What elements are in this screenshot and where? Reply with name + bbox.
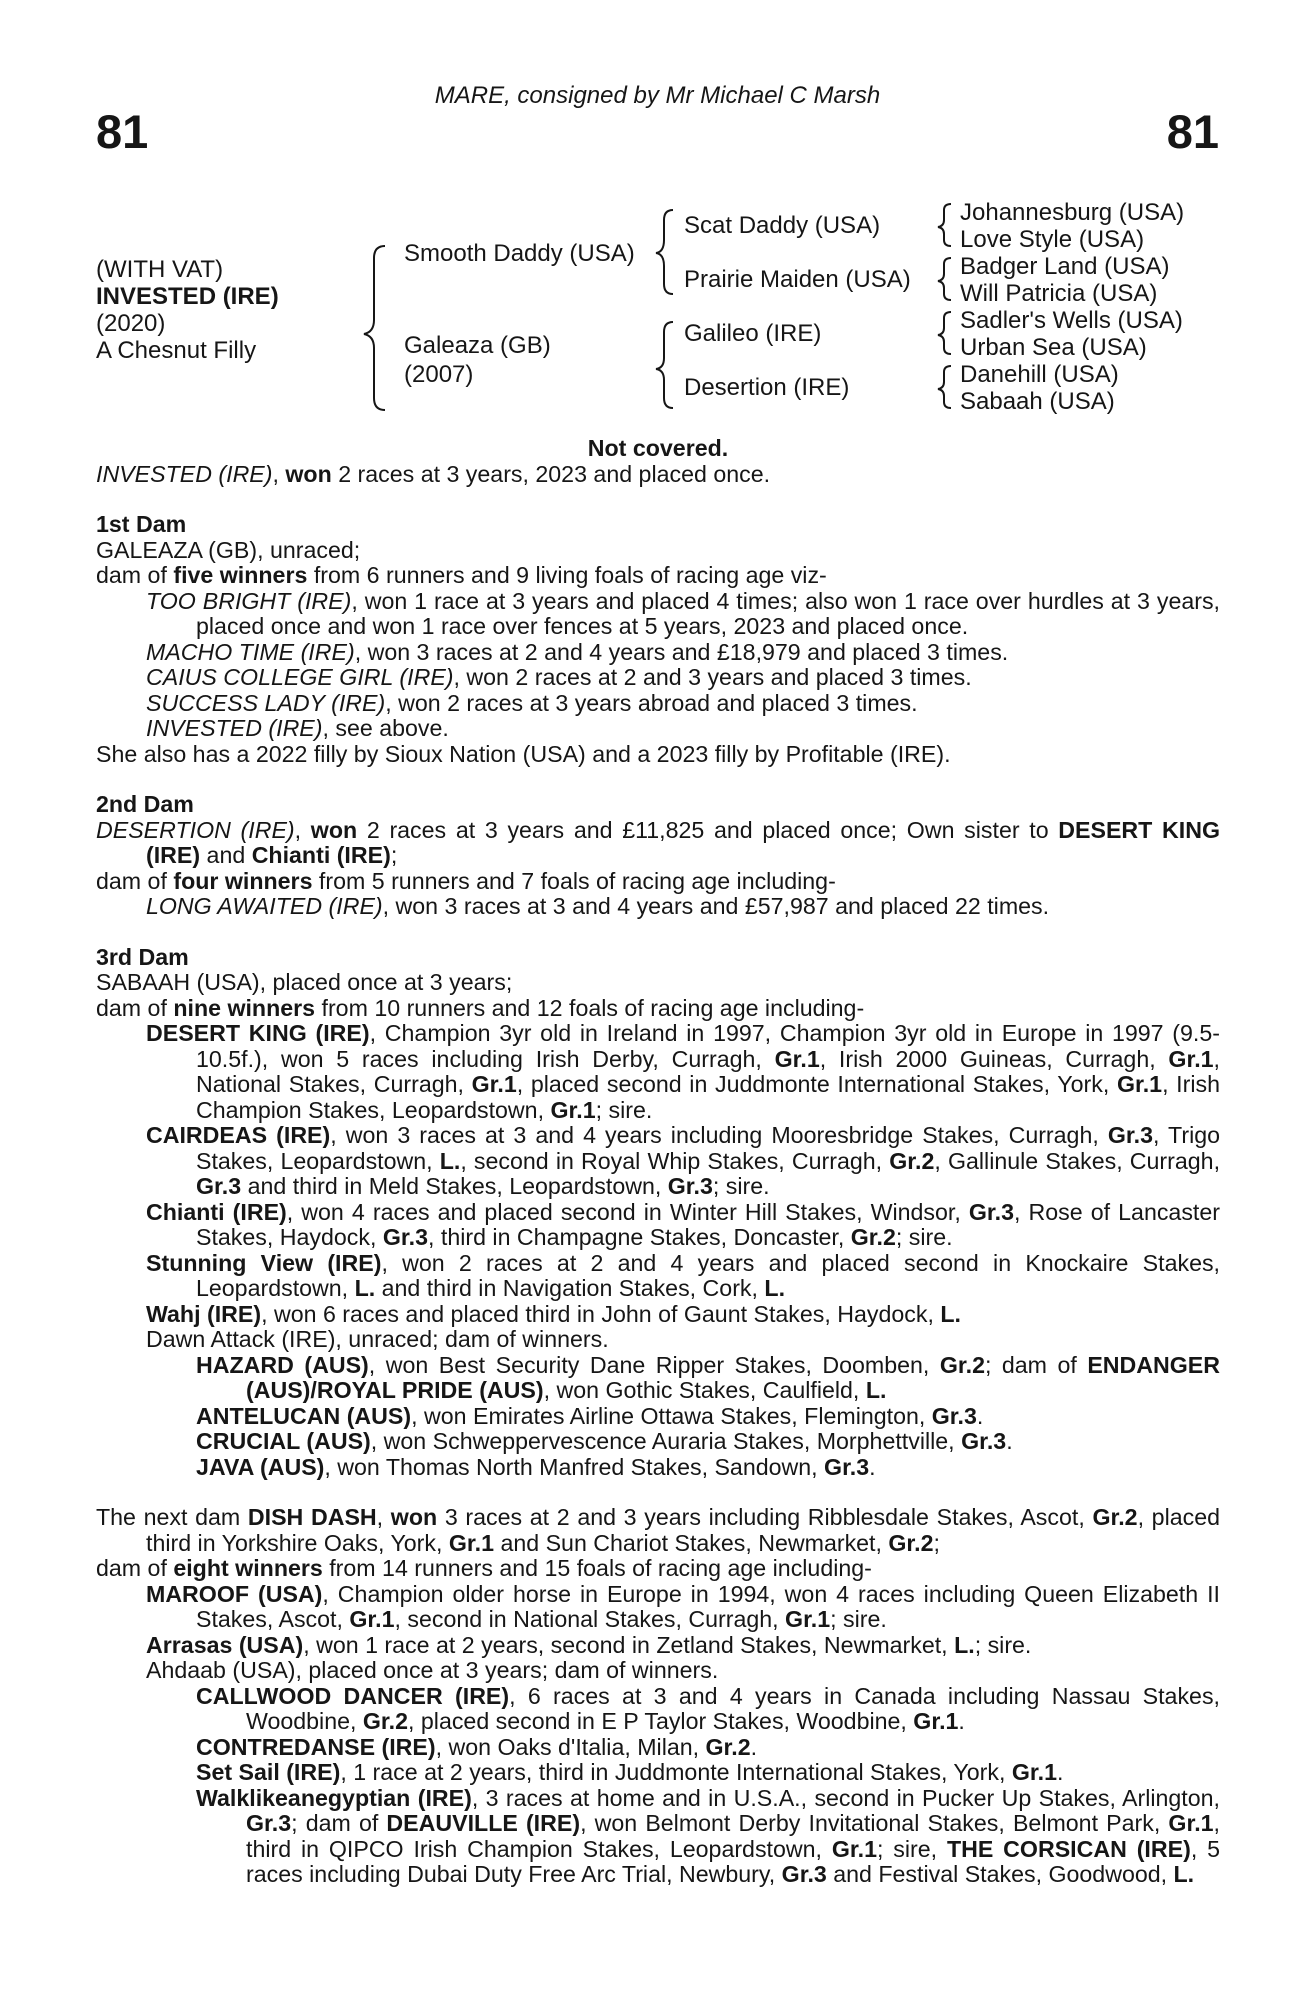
consignment-header: MARE, consigned by Mr Michael C Marsh: [434, 82, 881, 109]
horse-description: A Chesnut Filly: [96, 337, 257, 364]
first-dam-heading: 1st Dam: [96, 511, 187, 537]
second-dam-heading: 2nd Dam: [96, 791, 194, 817]
list-item: TOO BRIGHT (IRE), won 1 race at 3 years and placed 4 times; also won 1 race over hurdles at 3 years, placed once and won 1 race over fences at 5 years, 2023 and placed once.: [146, 587, 1220, 639]
cover-status: Not covered.: [587, 435, 729, 461]
first-dam-summary: dam of five winners from 6 runners and 9 living foals of racing age viz-: [96, 562, 827, 588]
list-item: JAVA (AUS), won Thomas North Manfred Stakes, Sandown, Gr.3.: [196, 1453, 876, 1480]
brace-g2: [938, 258, 951, 300]
list-item: CAIRDEAS (IRE), won 3 races at 3 and 4 years including Mooresbridge Stakes, Curragh, Gr.3, Trigo Stakes, Leopardstown, L., second in Royal Whip Stakes, Curragh, Gr.2, Gallinule Stakes, Curragh, Gr.3 and third in Meld Stakes, Leopardstown, Gr.3; sire.: [146, 1122, 1221, 1199]
list-item: Set Sail (IRE), 1 race at 2 years, third in Juddmonte International Stakes, York, Gr.1.: [196, 1759, 1064, 1785]
grandparent-7: Danehill (USA): [960, 361, 1119, 388]
vat-note: (WITH VAT): [96, 256, 224, 283]
list-item: Wahj (IRE), won 6 races and placed third in John of Gaunt Stakes, Haydock, L.: [146, 1300, 961, 1327]
list-item: Ahdaab (USA), placed once at 3 years; dam of winners.: [146, 1657, 719, 1683]
sire: Smooth Daddy (USA): [404, 240, 635, 267]
third-dam-heading: 3rd Dam: [96, 943, 189, 970]
horse-record: INVESTED (IRE), won 2 races at 3 years, 2023 and placed once.: [96, 460, 771, 487]
list-item: CAIUS COLLEGE GIRL (IRE), won 2 races at 2 and 3 years and placed 3 times.: [146, 664, 972, 690]
first-dam-also: She also has a 2022 filly by Sioux Nation (USA) and a 2023 filly by Profitable (IRE).: [96, 740, 951, 767]
brace-g4: [938, 366, 951, 408]
brace-sire: [656, 210, 673, 294]
dam: Galeaza (GB): [404, 332, 551, 359]
grandparent-8: Sabaah (USA): [960, 388, 1115, 415]
list-item: Arrasas (USA), won 1 race at 2 years, second in Zetland Stakes, Newmarket, L.; sire.: [146, 1631, 1032, 1658]
next-dam-line: The next dam DISH DASH, won 3 races at 2 and 3 years including Ribblesdale Stakes, Ascot, Gr.2, placed third in Yorkshire Oaks, York, Gr.1 and Sun Chariot Stakes, Newmarket, Gr.2;: [96, 1504, 1220, 1556]
list-item: MACHO TIME (IRE), won 3 races at 2 and 4 years and £18,979 and placed 3 times.: [146, 638, 1009, 665]
horse-name: INVESTED (IRE): [96, 283, 279, 310]
grandparent-6: Urban Sea (USA): [960, 334, 1147, 361]
next-dam-summary: dam of eight winners from 14 runners and 15 foals of racing age including-: [96, 1555, 872, 1581]
list-item: CONTREDANSE (IRE), won Oaks d'Italia, Milan, Gr.2.: [196, 1733, 758, 1760]
catalogue-body: [96, 436, 1220, 1888]
sire-sire: Scat Daddy (USA): [684, 212, 881, 239]
list-item: INVESTED (IRE), see above.: [146, 715, 449, 741]
dam-year: (2007): [404, 361, 474, 388]
list-item: DESERT KING (IRE), Champion 3yr old in Ireland in 1997, Champion 3yr old in Europe in 1997 (9.5-10.5f.), won 5 races including Irish Derby, Curragh, Gr.1, Irish 2000 Guineas, Curragh, Gr.1, National Stakes, Curragh, Gr.1, placed second in Juddmonte International Stakes, York, Gr.1, Irish Champion Stakes, Leopardstown, Gr.1; sire.: [146, 1020, 1220, 1123]
brace-g3: [938, 312, 951, 354]
lot-number-right: 81: [1166, 105, 1219, 158]
list-item: Walklikeanegyptian (IRE), 3 races at home and in U.S.A., second in Pucker Up Stakes, Arlington, Gr.3; dam of DEAUVILLE (IRE), won Belmont Derby Invitational Stakes, Belmont Park, Gr.1, third in QIPCO Irish Champion Stakes, Leopardstown, Gr.1; sire, THE CORSICAN (IRE), 5 races including Dubai Duty Free Arc Trial, Newbury, Gr.3 and Festival Stakes, Goodwood, L.: [196, 1784, 1221, 1887]
dam-dam: Desertion (IRE): [684, 374, 850, 401]
foaling-year: (2020): [96, 310, 166, 337]
list-item: CALLWOOD DANCER (IRE), 6 races at 3 and 4 years in Canada including Nassau Stakes, Woodbine, Gr.2, placed second in E P Taylor Stakes, Woodbine, Gr.1.: [196, 1682, 1220, 1734]
brace-dam: [656, 322, 673, 408]
second-dam-summary: dam of four winners from 5 runners and 7 foals of racing age including-: [96, 867, 836, 894]
list-item: CRUCIAL (AUS), won Schweppervescence Auraria Stakes, Morphettville, Gr.3.: [196, 1428, 1013, 1454]
list-item: HAZARD (AUS), won Best Security Dane Ripper Stakes, Doomben, Gr.2; dam of ENDANGER (AUS)/ROYAL PRIDE (AUS), won Gothic Stakes, Caulfield, L.: [196, 1351, 1221, 1403]
sire-dam: Prairie Maiden (USA): [684, 266, 911, 293]
list-item: SUCCESS LADY (IRE), won 2 races at 3 years abroad and placed 3 times.: [146, 689, 918, 716]
dam-sire: Galileo (IRE): [684, 320, 822, 347]
grandparent-1: Johannesburg (USA): [960, 199, 1185, 226]
list-item: Chianti (IRE), won 4 races and placed second in Winter Hill Stakes, Windsor, Gr.3, Rose of Lancaster Stakes, Haydock, Gr.3, third in Champagne Stakes, Doncaster, Gr.2; sire.: [146, 1198, 1220, 1250]
list-item: LONG AWAITED (IRE), won 3 races at 3 and 4 years and £57,987 and placed 22 times.: [146, 893, 1050, 919]
list-item: Stunning View (IRE), won 2 races at 2 and 4 years and placed second in Knockaire Stakes, Leopardstown, L. and third in Navigation Stakes, Cork, L.: [146, 1249, 1221, 1301]
list-item: MAROOF (USA), Champion older horse in Europe in 1994, won 4 races including Queen Elizabeth II Stakes, Ascot, Gr.1, second in National Stakes, Curragh, Gr.1; sire.: [146, 1580, 1220, 1632]
third-dam-line: SABAAH (USA), placed once at 3 years;: [96, 969, 513, 995]
brace-main: [364, 246, 385, 410]
grandparent-4: Will Patricia (USA): [960, 280, 1158, 307]
grandparent-3: Badger Land (USA): [960, 253, 1170, 280]
brace-g1: [938, 204, 951, 246]
list-item: ANTELUCAN (AUS), won Emirates Airline Ottawa Stakes, Flemington, Gr.3.: [196, 1402, 984, 1429]
third-dam-summary: dam of nine winners from 10 runners and 12 foals of racing age including-: [96, 994, 865, 1021]
second-dam-line: DESERTION (IRE), won 2 races at 3 years and £11,825 and placed once; Own sister to DESERT KING (IRE) and Chianti (IRE);: [96, 816, 1220, 868]
list-item: Dawn Attack (IRE), unraced; dam of winners.: [146, 1326, 609, 1352]
lot-number-left: 81: [96, 105, 149, 158]
grandparent-2: Love Style (USA): [960, 226, 1145, 253]
first-dam-line: GALEAZA (GB), unraced;: [96, 536, 361, 563]
grandparent-5: Sadler's Wells (USA): [960, 307, 1183, 334]
